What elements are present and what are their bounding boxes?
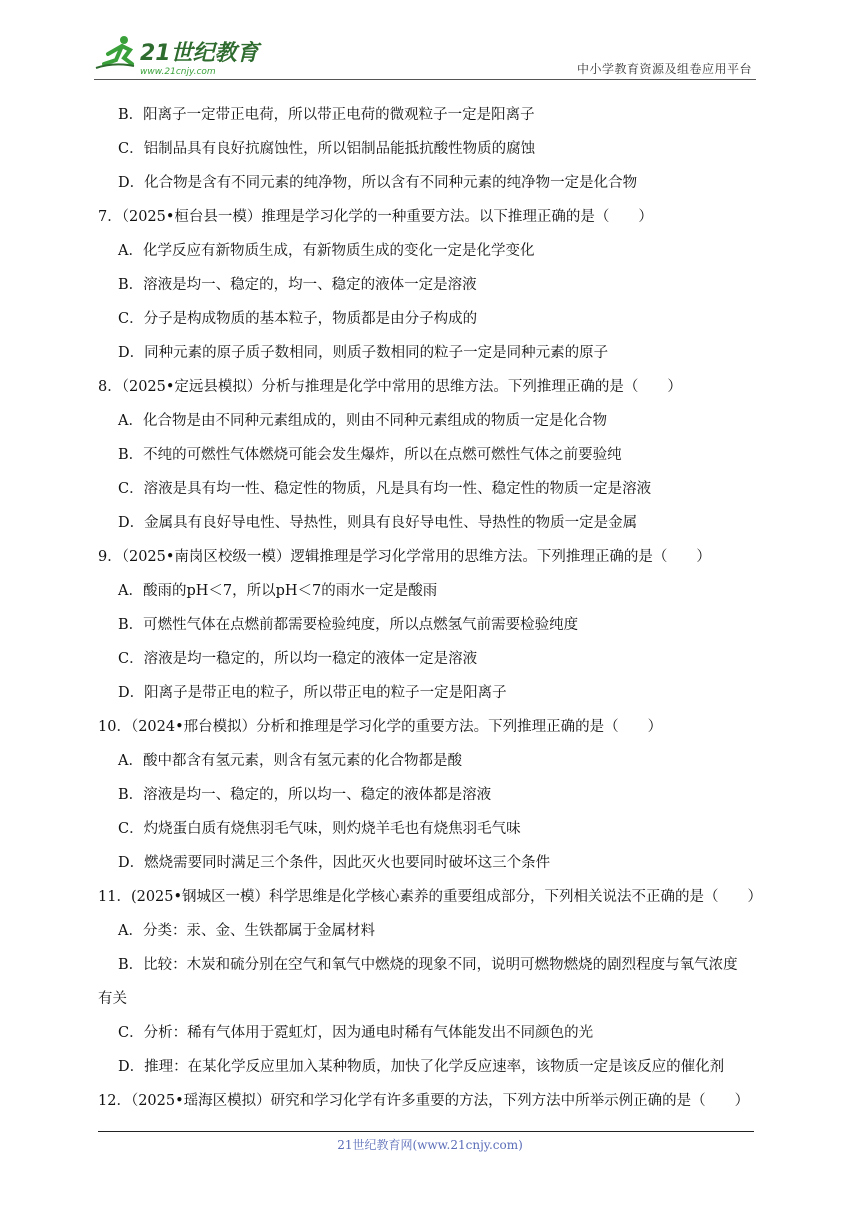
option-line: B．阳离子一定带正电荷，所以带正电荷的微观粒子一定是阳离子 <box>118 107 535 123</box>
option-line: A．酸中都含有氢元素，则含有氢元素的化合物都是酸 <box>118 753 462 769</box>
option-line: D．阳离子是带正电的粒子，所以带正电的粒子一定是阳离子 <box>118 685 507 701</box>
option-line: B．可燃性气体在点燃前都需要检验纯度，所以点燃氢气前需要检验纯度 <box>118 617 579 633</box>
header-divider <box>94 79 756 80</box>
question-stem: 11．(2025•钢城区一模）科学思维是化学核心素养的重要组成部分，下列相关说法不正确的是（ ） <box>98 889 763 905</box>
option-line: D．推理：在某化学反应里加入某种物质，加快了化学反应速率，该物质一定是该反应的催化剂 <box>118 1059 725 1075</box>
option-line: C．溶液是具有均一性、稳定性的物质，凡是具有均一性、稳定性的物质一定是溶液 <box>118 481 652 497</box>
page-header <box>0 0 860 85</box>
option-line: A．化合物是由不同种元素组成的，则由不同种元素组成的物质一定是化合物 <box>118 413 607 429</box>
option-line: C．灼烧蛋白质有烧焦羽毛气味，则灼烧羊毛也有烧焦羽毛气味 <box>118 821 521 837</box>
option-line: D．化合物是含有不同元素的纯净物，所以含有不同种元素的纯净物一定是化合物 <box>118 175 638 191</box>
option-line: A．分类：汞、金、生铁都属于金属材料 <box>118 923 375 939</box>
option-line: C．溶液是均一稳定的，所以均一稳定的液体一定是溶液 <box>118 651 478 667</box>
platform-title: 中小学教育资源及组卷应用平台 <box>576 62 752 76</box>
runner-logo-icon <box>94 34 264 80</box>
option-line: B．不纯的可燃性气体燃烧可能会发生爆炸，所以在点燃可燃性气体之前要验纯 <box>118 447 622 463</box>
option-line: C．分子是构成物质的基本粒子，物质都是由分子构成的 <box>118 311 478 327</box>
question-stem: 9．（2025•南岗区校级一模）逻辑推理是学习化学常用的思维方法。下列推理正确的是（ ） <box>98 549 711 565</box>
option-line: A．化学反应有新物质生成，有新物质生成的变化一定是化学变化 <box>118 243 535 259</box>
option-line: A．酸雨的pH＜7，所以pH＜7的雨水一定是酸雨 <box>118 583 438 599</box>
option-line: D．燃烧需要同时满足三个条件，因此灭火也要同时破坏这三个条件 <box>118 855 551 871</box>
question-stem: 8．（2025•定远县模拟）分析与推理是化学中常用的思维方法。下列推理正确的是（ ） <box>98 379 682 395</box>
question-stem: 7．（2025•桓台县一模）推理是学习化学的一种重要方法。以下推理正确的是（ ） <box>98 209 653 225</box>
question-stem: 10．（2024•邢台模拟）分析和推理是学习化学的重要方法。下列推理正确的是（ ） <box>98 719 663 735</box>
option-line: B．比较：木炭和硫分别在空气和氧气中燃烧的现象不同，说明可燃物燃烧的剧烈程度与氧气浓度 <box>118 957 738 973</box>
option-continuation: 有关 <box>98 991 127 1007</box>
option-line: B．溶液是均一、稳定的，所以均一、稳定的液体都是溶液 <box>118 787 492 803</box>
option-line: D．金属具有良好导电性、导热性，则具有良好导电性、导热性的物质一定是金属 <box>118 515 638 531</box>
page-footer: 21世纪教育网(www.21cnjy.com) <box>337 1138 523 1152</box>
logo-url: www.21cnjy.com <box>140 67 216 77</box>
option-line: B．溶液是均一、稳定的，均一、稳定的液体一定是溶液 <box>118 277 477 293</box>
option-line: D．同种元素的原子质子数相同，则质子数相同的粒子一定是同种元素的原子 <box>118 345 609 361</box>
question-stem: 12．（2025•瑶海区模拟）研究和学习化学有许多重要的方法，下列方法中所举示例正确的是（ ） <box>98 1093 750 1109</box>
question-content <box>98 98 768 1118</box>
footer-divider <box>98 1131 754 1132</box>
option-line: C．铝制品具有良好抗腐蚀性，所以铝制品能抵抗酸性物质的腐蚀 <box>118 141 536 157</box>
logo <box>94 34 264 80</box>
logo-text: 21世纪教育 <box>140 41 259 66</box>
option-line: C．分析：稀有气体用于霓虹灯，因为通电时稀有气体能发出不同颜色的光 <box>118 1025 594 1041</box>
